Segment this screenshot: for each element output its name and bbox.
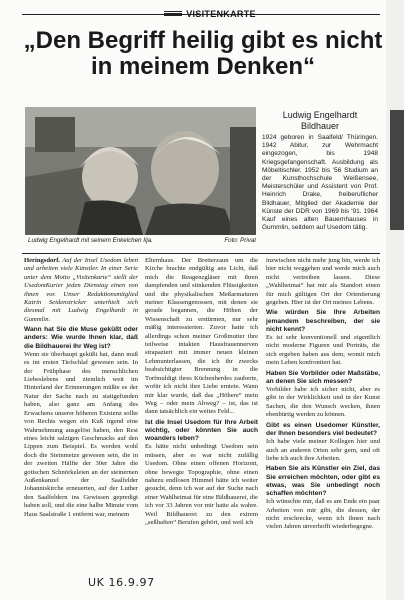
photo-caption [28, 237, 256, 244]
interview-answer: inzwischen nicht mehr jung bin, werde ich hier nicht weggehen und werde mich auch nicht vertreiben lassen. Diese „Wahlheimat“ hat mir als Standort einen für mich gültigen Ort der Orientierung gegeben. Hier ist der Ort meines Lebens. [266, 257, 380, 307]
body-rule [22, 253, 380, 254]
profile-header [262, 110, 378, 132]
interview-question: Haben Sie als Künstler ein Ziel, das Sie erreichen möchten, oder gibt es etwas, was Sie unbedingt noch schaffen möchten? [266, 465, 380, 497]
handwritten-date-note: UK 16.9.97 [88, 576, 155, 589]
interview-answer: Es hätte nicht unbedingt Usedom sein müssen, aber es war nicht zufällig Usedom. Ohne einen offenen Horizont, ohne bewegte Topographie, ohne einen nahezu endlosen Himmel hätte ich weiter gesucht, denn ich war auf der Suche nach einer Wahlheimat für eine Bildhauerei, die ich vor 33 Jahren vor mir hatte als wahre. Weil Bildhauerei zu den extrem „seßhaften“ Berufen gehört, und weil ich [145, 443, 258, 526]
dateline-place: Heringsdorf. [24, 257, 61, 264]
interview-answer: Elternhaus. Der Bretterzaun um die Kirche brachte endgültig ans Licht, daß mich die Reagenzgläser mit ihren dampfenden und stinkenden Flüssigkeiten und die physikalischen Meßarmaturen meiner Klassengenossen, mit denen sie gerade begannen, die Höhen der Wissenschaft zu erstürmen, nur sehr mäßig interessierten. Zuvor hatte ich allerdings schon meiner Großmutter ihre teilweise intakten Hausfrauennerven strapaziert mit immer neuen kleinen Lehmunterlassen, die ich ihr zwecks beabsichtigter Brennung in die Torfmuldigt ihres Küchenherdes zauberte, wofür ich nicht ihre Liebe erntete. Wann mir klar wurde, daß das „Höhere“ mein Weg – oder mein Abweg? – ist, das ist dann tatsächlich ein weites Feld... [145, 257, 258, 416]
headline: „Den Begriff heilig gibt es nicht in meinem Denken“ [23, 27, 383, 80]
kicker-label: VISITENKARTE [186, 9, 256, 19]
article-column-2 [145, 257, 258, 527]
interview-answer: Vorbilder habe ich sicher nicht, aber es gibt in der Wirklichkeit und in der Kunst Sachen, die den Wunsch wecken, ihnen ebenbürtig werden zu können. [266, 386, 380, 419]
photo-illustration [25, 107, 256, 235]
interview-question: Ist die Insel Usedom für Ihre Arbeit wichtig, oder könnten Sie auch woanders leben? [145, 418, 258, 443]
profile-bio: 1924 geboren in Saalfeld/ Thüringen. 1942 Abitur, zur Wehrmacht eingezogen, bis 1948 Kriegsgefangenschaft. Ausbildung als Möbeltischler. 1952 bis '56 Studium an der Kunsthochschule Weißensee, Meisterschüler und Assistent von Prof. Heinrich Drake, freiberuflicher Bildhauer, Mitglied der Akademie der Künste der DDR von 1969 bis '91. 1964 Kauf eines alten Bauernhauses in Gummlin, seitdem auf Usedom tätig. [262, 134, 378, 232]
article-column-3 [266, 257, 380, 532]
article-photo [25, 107, 256, 235]
article-intro [24, 257, 138, 324]
adjacent-article-edge [386, 0, 404, 600]
adjacent-photo-edge [390, 110, 404, 230]
interview-question: Gibt es einen Usedomer Künstler, der Ihnen besonders viel bedeutet? [266, 421, 380, 437]
interview-answer: Ich wünschte mir, daß es am Ende ein paar Arbeiten von mir gibt, die dessen, der nicht erschrecke, wenn ich ihnen nach vielen Jahren unverhofft wiederbegegne. [266, 498, 380, 531]
section-kicker [150, 8, 270, 20]
profile-name: Ludwig Engelhardt [282, 110, 358, 120]
profile-role: Bildhauer [300, 121, 340, 131]
intro-text: Auf der Insel Usedom leben und arbeiten viele Künstler. In einer Serie unter dem Motto „Visitenkarte“ stellt der UsedomKurier jeden Dienstag einen von ihnen vor. Unser Redaktionsmitglied Katrin Seidenstricker unterhielt sich diesmal mit Ludwig Engelhardt in Gummlin. [24, 257, 138, 323]
interview-question: Wann hat Sie die Muse geküßt oder anders: Wie wurde Ihnen klar, daß die Bildhauerei Ihr Weg ist? [24, 326, 138, 350]
photo-credit: Foto: Privat [224, 237, 256, 244]
kicker-decoration-left [164, 11, 182, 17]
interview-question: Haben Sie Vorbilder oder Maßstäbe, an denen Sie sich messen? [266, 369, 380, 385]
interview-question: Wie würden Sie Ihre Arbeiten jemandem beschreiben, der sie nicht kennt? [266, 309, 380, 333]
article-column-1 [24, 257, 138, 519]
interview-answer: Wenn sie überhaupt geküßt hat, dann muß es im ersten Tiefschlaf gewesen sein. In der Frühphase des menschlichen Liebeslebens und ziemlich weit im Hinterland der Erinnerungen müßte es der Natur der Sache nach zu stattgefunden haben, also ganz am Anfang des Erwachens unserer höheren Existenz sollte von Rechts wegen ein Kuß irgend eine Wahrnehmung ausgelöst haben, den Rest eines leicht salzigen Geschmacks auf den Lippen zum Beispiel. Es werden wohl doch die Steinmetze gewesen sein, die in der zweiten Hälfte der 30er Jahre die gotischen Schnörkeleien an der steinernen Außenkanzel der Saalfelder Johanniskirche erneuerten, auf der Luther den Saalfeldern ins Gewissen gepredigt haben soll, und die eine halbe Minute vom Haus Saalstraße 1 entfernt war, meinem [24, 350, 138, 518]
interview-answer: Ich habe viele meiner Kollegen hier und auch an anderen Orten sehr gern, und oft liebe ich auch ihre Arbeiten. [266, 438, 380, 462]
interview-answer: Es ist sehr konventionell und eigentlich nicht moderne Figuren und Porträts, die sich ergeben haben aus dem, womit mich mein Leben konfrontiert hat. [266, 334, 380, 367]
caption-text: Ludwig Engelhardt mit seinem Enkelchen Ilja. [28, 237, 153, 244]
